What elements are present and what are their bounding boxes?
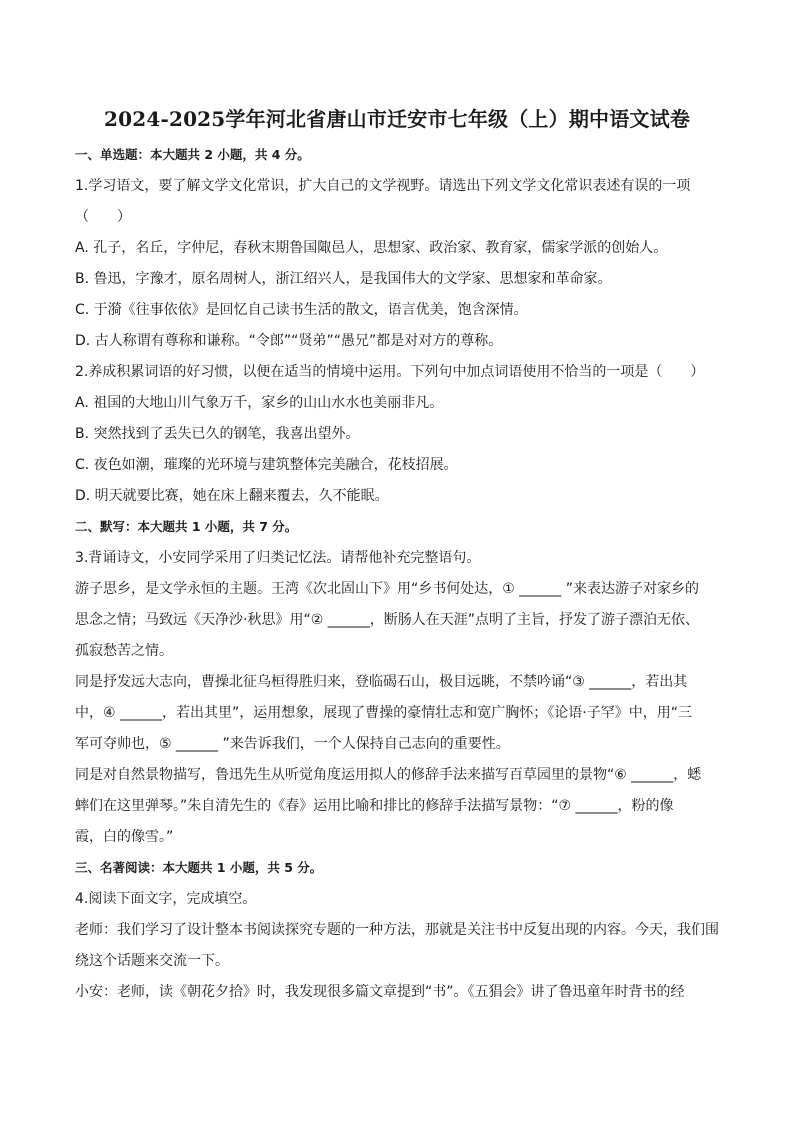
question-3-paragraph-line: 同是对自然景物描写，鲁迅先生从听觉角度运用拟人的修辞手法来描写百草园里的景物“⑥ ______，蟋	[75, 767, 702, 783]
question-3-paragraph-line: 游子思乡，是文学永恒的主题。王湾《次北固山下》用“乡书何处达，① ______ ”来表达游子对家乡的	[75, 581, 699, 597]
question-2-option-b: B. 突然找到了丢失已久的钢笔，我喜出望外。	[75, 426, 360, 442]
question-1-option-a: A. 孔子，名丘，字仲尼，春秋末期鲁国陬邑人，思想家、政治家、教育家，儒家学派的创始人。	[75, 240, 668, 256]
question-3-paragraph-line: 孤寂愁苦之情。	[75, 643, 173, 659]
question-3-stem: 3.背诵诗文，小安同学采用了归类记忆法。请帮他补充完整语句。	[75, 550, 481, 566]
section-heading-dictation: 二、默写：本大题共 1 小题，共 7 分。	[75, 519, 298, 534]
question-4-dialogue-line: 小安：老师，读《朝花夕拾》时，我发现很多篇文章提到“书”。《五猖会》讲了鲁迅童年时背书的经	[75, 984, 685, 1000]
question-3-paragraph-line: 军可夺帅也，⑤ ______ ”来告诉我们，一个人保持自己志向的重要性。	[75, 736, 510, 752]
question-1-option-d: D. 古人称谓有尊称和谦称。“令郎”“贤弟”“愚兄”都是对对方的尊称。	[75, 333, 503, 349]
question-1-blank: （ ）	[75, 209, 131, 225]
question-4-dialogue-line: 绕这个话题来交流一下。	[75, 953, 229, 969]
section-heading-classics-reading: 三、名著阅读：本大题共 1 小题，共 5 分。	[75, 860, 323, 875]
question-3-paragraph-line: 蟀们在这里弹琴。”朱自清先生的《春》运用比喻和排比的修辞手法描写景物：“⑦ ______，粉的像	[75, 798, 674, 814]
question-3-paragraph-line: 思念之情；马致远《天净沙·秋思》用“② ______，断肠人在天涯”点明了主旨，抒发了游子漂泊无依、	[75, 612, 699, 628]
exam-title: 2024-2025学年河北省唐山市迁安市七年级（上）期中语文试卷	[103, 107, 691, 131]
question-4-stem: 4.阅读下面文字，完成填空。	[75, 891, 257, 907]
question-2-option-a: A. 祖国的大地山川气象万千，家乡的山山水水也美丽非凡。	[75, 395, 444, 411]
question-3-paragraph-line: 霞，白的像雪。”	[75, 829, 174, 845]
section-heading-single-choice: 一、单选题：本大题共 2 小题，共 4 分。	[75, 147, 310, 162]
question-3-paragraph-line: 同是抒发远大志向，曹操北征乌桓得胜归来，登临碣石山，极目远眺，不禁吟诵“③ ______，若出其	[75, 674, 688, 690]
question-1-stem: 1.学习语文，要了解文学文化常识，扩大自己的文学视野。请选出下列文学文化常识表述有误的一项	[75, 178, 691, 194]
question-2-option-d: D. 明天就要比赛，她在床上翻来覆去，久不能眠。	[75, 488, 389, 504]
question-1-option-c: C. 于漪《往事依依》是回忆自己读书生活的散文，语言优美，饱含深情。	[75, 302, 528, 318]
question-2-option-c: C. 夜色如潮，璀璨的光环境与建筑整体完美融合，花枝招展。	[75, 457, 458, 473]
question-4-dialogue-line: 老师：我们学习了设计整本书阅读探究专题的一种方法，那就是关注书中反复出现的内容。今天，我们围	[75, 922, 719, 938]
question-1-option-b: B. 鲁迅，字豫才，原名周树人，浙江绍兴人，是我国伟大的文学家、思想家和革命家。	[75, 271, 612, 287]
question-3-paragraph-line: 中，④ ______，若出其里”，运用想象，展现了曹操的豪情壮志和宽广胸怀；《论语·子罕》中，用“三	[75, 705, 692, 721]
question-2-stem: 2.养成积累词语的好习惯，以便在适当的情境中运用。下列句中加点词语使用不恰当的一项是（ ）	[75, 364, 705, 380]
